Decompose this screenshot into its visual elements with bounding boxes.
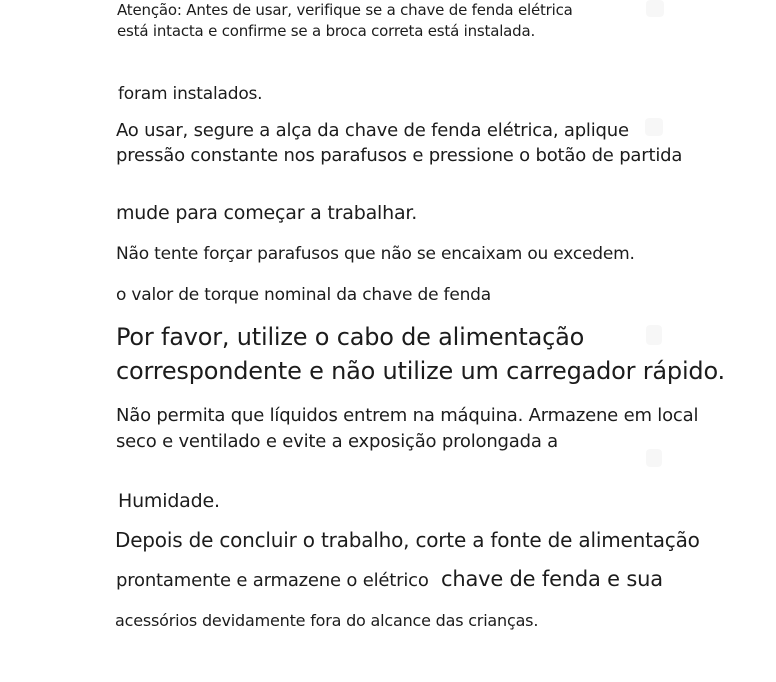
attention-line-1: Atenção: Antes de usar, verifique se a chave de fenda elétrica	[117, 1, 573, 19]
humidity-line: Humidade.	[118, 490, 220, 512]
background-artifact	[646, 0, 664, 17]
torque-line: o valor de torque nominal da chave de fenda	[116, 285, 491, 305]
background-artifact	[645, 118, 663, 136]
installed-line: foram instalados.	[118, 84, 263, 104]
background-artifact	[646, 449, 662, 467]
store-line-part-1: prontamente e armazene o elétrico	[116, 570, 429, 591]
no-force-line: Não tente forçar parafusos que não se encaixam ou excedem.	[116, 244, 635, 264]
background-artifact	[646, 325, 662, 345]
usage-line-1: Ao usar, segure a alça da chave de fenda elétrica, aplique	[116, 120, 629, 141]
usage-line-2: pressão constante nos parafusos e pressione o botão de partida	[116, 145, 683, 166]
power-cable-line-2: correspondente e não utilize um carregador rápido.	[116, 357, 725, 385]
store-line-part-2: chave de fenda e sua	[441, 567, 663, 591]
power-cable-line-1: Por favor, utilize o cabo de alimentação	[116, 323, 585, 351]
accessories-line: acessórios devidamente fora do alcance das crianças.	[115, 611, 539, 630]
liquids-line-2: seco e ventilado e evite a exposição prolongada a	[116, 431, 559, 452]
attention-line-2: está intacta e confirme se a broca correta está instalada.	[117, 22, 536, 40]
liquids-line-1: Não permita que líquidos entrem na máquina. Armazene em local	[116, 405, 699, 426]
after-work-line: Depois de concluir o trabalho, corte a fonte de alimentação	[115, 528, 700, 552]
start-work-line: mude para começar a trabalhar.	[116, 202, 418, 224]
